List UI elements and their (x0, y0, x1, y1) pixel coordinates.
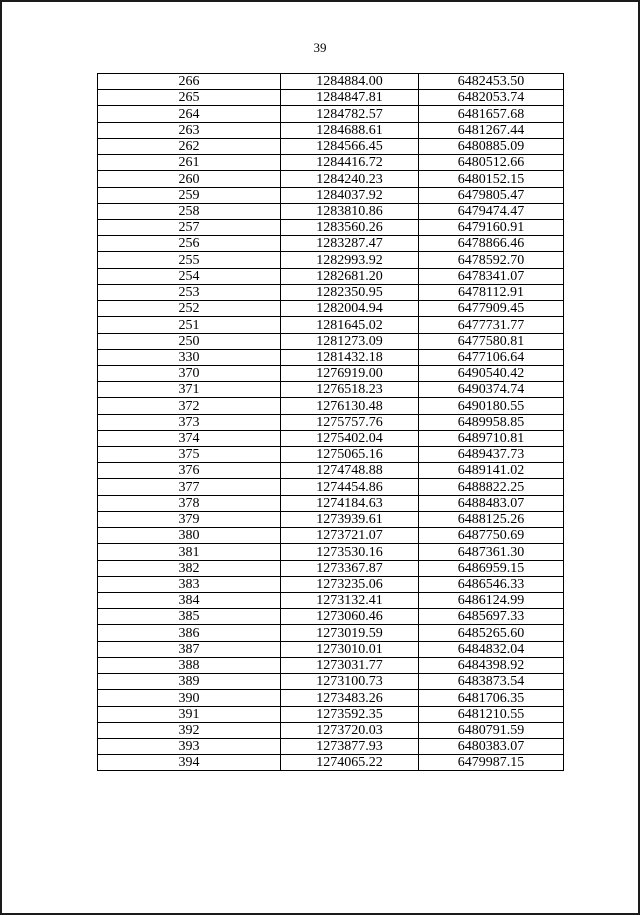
y-coordinate-cell: 6489437.73 (419, 447, 564, 463)
table-row (98, 609, 564, 625)
point-number-cell: 257 (98, 219, 281, 235)
y-coordinate-cell: 6485697.33 (419, 609, 564, 625)
y-coordinate-cell: 6481657.68 (419, 106, 564, 122)
y-coordinate-cell: 6489141.02 (419, 463, 564, 479)
table-row (98, 674, 564, 690)
table-row (98, 657, 564, 673)
point-number-cell: 383 (98, 576, 281, 592)
table-row (98, 203, 564, 219)
x-coordinate-cell: 1284688.61 (281, 122, 419, 138)
table-row (98, 155, 564, 171)
x-coordinate-cell: 1274748.88 (281, 463, 419, 479)
point-number-cell: 390 (98, 690, 281, 706)
x-coordinate-cell: 1276919.00 (281, 365, 419, 381)
x-coordinate-cell: 1273721.07 (281, 528, 419, 544)
point-number-cell: 382 (98, 560, 281, 576)
table-row (98, 593, 564, 609)
y-coordinate-cell: 6480885.09 (419, 138, 564, 154)
table-row (98, 317, 564, 333)
point-number-cell: 251 (98, 317, 281, 333)
y-coordinate-cell: 6477106.64 (419, 349, 564, 365)
table-row (98, 447, 564, 463)
point-number-cell: 387 (98, 641, 281, 657)
point-number-cell: 392 (98, 722, 281, 738)
x-coordinate-cell: 1282004.94 (281, 301, 419, 317)
point-number-cell: 388 (98, 657, 281, 673)
x-coordinate-cell: 1283560.26 (281, 219, 419, 235)
table-row (98, 690, 564, 706)
x-coordinate-cell: 1273235.06 (281, 576, 419, 592)
x-coordinate-cell: 1276518.23 (281, 382, 419, 398)
point-number-cell: 262 (98, 138, 281, 154)
table-row (98, 382, 564, 398)
x-coordinate-cell: 1284240.23 (281, 171, 419, 187)
y-coordinate-cell: 6477909.45 (419, 301, 564, 317)
y-coordinate-cell: 6489710.81 (419, 430, 564, 446)
y-coordinate-cell: 6481267.44 (419, 122, 564, 138)
table-row (98, 301, 564, 317)
table-row (98, 414, 564, 430)
table-row (98, 90, 564, 106)
y-coordinate-cell: 6480791.59 (419, 722, 564, 738)
point-number-cell: 376 (98, 463, 281, 479)
point-number-cell: 374 (98, 430, 281, 446)
point-number-cell: 253 (98, 284, 281, 300)
table-row (98, 544, 564, 560)
y-coordinate-cell: 6478592.70 (419, 252, 564, 268)
table-row (98, 755, 564, 771)
y-coordinate-cell: 6486124.99 (419, 593, 564, 609)
x-coordinate-cell: 1284566.45 (281, 138, 419, 154)
y-coordinate-cell: 6488483.07 (419, 495, 564, 511)
y-coordinate-cell: 6490374.74 (419, 382, 564, 398)
point-number-cell: 389 (98, 674, 281, 690)
x-coordinate-cell: 1275065.16 (281, 447, 419, 463)
x-coordinate-cell: 1273483.26 (281, 690, 419, 706)
y-coordinate-cell: 6482453.50 (419, 74, 564, 90)
table-row (98, 430, 564, 446)
point-number-cell: 259 (98, 187, 281, 203)
x-coordinate-cell: 1273010.01 (281, 641, 419, 657)
point-number-cell: 250 (98, 333, 281, 349)
y-coordinate-cell: 6481706.35 (419, 690, 564, 706)
table-row (98, 463, 564, 479)
y-coordinate-cell: 6488822.25 (419, 479, 564, 495)
x-coordinate-cell: 1282681.20 (281, 268, 419, 284)
x-coordinate-cell: 1273877.93 (281, 738, 419, 754)
table-row (98, 138, 564, 154)
point-number-cell: 391 (98, 706, 281, 722)
table-row (98, 252, 564, 268)
y-coordinate-cell: 6479987.15 (419, 755, 564, 771)
x-coordinate-cell: 1283810.86 (281, 203, 419, 219)
x-coordinate-cell: 1273939.61 (281, 511, 419, 527)
y-coordinate-cell: 6485265.60 (419, 625, 564, 641)
point-number-cell: 263 (98, 122, 281, 138)
x-coordinate-cell: 1281273.09 (281, 333, 419, 349)
point-number-cell: 265 (98, 90, 281, 106)
y-coordinate-cell: 6479474.47 (419, 203, 564, 219)
table-row (98, 268, 564, 284)
y-coordinate-cell: 6479160.91 (419, 219, 564, 235)
point-number-cell: 255 (98, 252, 281, 268)
x-coordinate-cell: 1284847.81 (281, 90, 419, 106)
point-number-cell: 372 (98, 398, 281, 414)
y-coordinate-cell: 6478112.91 (419, 284, 564, 300)
x-coordinate-cell: 1273060.46 (281, 609, 419, 625)
point-number-cell: 330 (98, 349, 281, 365)
x-coordinate-cell: 1273019.59 (281, 625, 419, 641)
x-coordinate-cell: 1282993.92 (281, 252, 419, 268)
table-row (98, 511, 564, 527)
table-row (98, 722, 564, 738)
x-coordinate-cell: 1275757.76 (281, 414, 419, 430)
y-coordinate-cell: 6480152.15 (419, 171, 564, 187)
point-number-cell: 377 (98, 479, 281, 495)
table-row (98, 479, 564, 495)
table-row (98, 284, 564, 300)
table-row (98, 187, 564, 203)
x-coordinate-cell: 1273132.41 (281, 593, 419, 609)
y-coordinate-cell: 6480512.66 (419, 155, 564, 171)
y-coordinate-cell: 6477731.77 (419, 317, 564, 333)
point-number-cell: 381 (98, 544, 281, 560)
y-coordinate-cell: 6482053.74 (419, 90, 564, 106)
page-number: 39 (313, 40, 327, 55)
x-coordinate-cell: 1275402.04 (281, 430, 419, 446)
table-row (98, 349, 564, 365)
table-row (98, 236, 564, 252)
y-coordinate-cell: 6484398.92 (419, 657, 564, 673)
point-number-cell: 264 (98, 106, 281, 122)
table-row (98, 625, 564, 641)
x-coordinate-cell: 1282350.95 (281, 284, 419, 300)
point-number-cell: 260 (98, 171, 281, 187)
y-coordinate-cell: 6479805.47 (419, 187, 564, 203)
point-number-cell: 385 (98, 609, 281, 625)
y-coordinate-cell: 6490540.42 (419, 365, 564, 381)
x-coordinate-cell: 1284416.72 (281, 155, 419, 171)
x-coordinate-cell: 1273720.03 (281, 722, 419, 738)
point-number-cell: 252 (98, 301, 281, 317)
point-number-cell: 256 (98, 236, 281, 252)
y-coordinate-cell: 6478866.46 (419, 236, 564, 252)
y-coordinate-cell: 6486959.15 (419, 560, 564, 576)
x-coordinate-cell: 1284884.00 (281, 74, 419, 90)
x-coordinate-cell: 1273592.35 (281, 706, 419, 722)
table-row (98, 528, 564, 544)
table-row (98, 106, 564, 122)
x-coordinate-cell: 1283287.47 (281, 236, 419, 252)
table-row (98, 333, 564, 349)
x-coordinate-cell: 1276130.48 (281, 398, 419, 414)
point-number-cell: 380 (98, 528, 281, 544)
point-number-cell: 378 (98, 495, 281, 511)
point-number-cell: 370 (98, 365, 281, 381)
table-row (98, 74, 564, 90)
y-coordinate-cell: 6484832.04 (419, 641, 564, 657)
table-row (98, 560, 564, 576)
x-coordinate-cell: 1274454.86 (281, 479, 419, 495)
x-coordinate-cell: 1273530.16 (281, 544, 419, 560)
point-number-cell: 384 (98, 593, 281, 609)
y-coordinate-cell: 6487750.69 (419, 528, 564, 544)
point-number-cell: 373 (98, 414, 281, 430)
y-coordinate-cell: 6489958.85 (419, 414, 564, 430)
table-row (98, 219, 564, 235)
x-coordinate-cell: 1284037.92 (281, 187, 419, 203)
coordinates-table-body (98, 74, 564, 771)
x-coordinate-cell: 1274184.63 (281, 495, 419, 511)
point-number-cell: 258 (98, 203, 281, 219)
point-number-cell: 254 (98, 268, 281, 284)
table-row (98, 398, 564, 414)
x-coordinate-cell: 1284782.57 (281, 106, 419, 122)
y-coordinate-cell: 6488125.26 (419, 511, 564, 527)
point-number-cell: 375 (98, 447, 281, 463)
point-number-cell: 371 (98, 382, 281, 398)
table-row (98, 495, 564, 511)
table-row (98, 122, 564, 138)
point-number-cell: 393 (98, 738, 281, 754)
y-coordinate-cell: 6480383.07 (419, 738, 564, 754)
table-row (98, 706, 564, 722)
y-coordinate-cell: 6477580.81 (419, 333, 564, 349)
point-number-cell: 394 (98, 755, 281, 771)
x-coordinate-cell: 1274065.22 (281, 755, 419, 771)
y-coordinate-cell: 6490180.55 (419, 398, 564, 414)
table-row (98, 641, 564, 657)
coordinates-table (97, 73, 564, 771)
point-number-cell: 379 (98, 511, 281, 527)
point-number-cell: 261 (98, 155, 281, 171)
y-coordinate-cell: 6487361.30 (419, 544, 564, 560)
table-row (98, 365, 564, 381)
point-number-cell: 386 (98, 625, 281, 641)
y-coordinate-cell: 6481210.55 (419, 706, 564, 722)
y-coordinate-cell: 6483873.54 (419, 674, 564, 690)
x-coordinate-cell: 1281432.18 (281, 349, 419, 365)
table-row (98, 738, 564, 754)
x-coordinate-cell: 1273100.73 (281, 674, 419, 690)
y-coordinate-cell: 6478341.07 (419, 268, 564, 284)
x-coordinate-cell: 1273367.87 (281, 560, 419, 576)
table-row (98, 576, 564, 592)
x-coordinate-cell: 1281645.02 (281, 317, 419, 333)
point-number-cell: 266 (98, 74, 281, 90)
table-row (98, 171, 564, 187)
y-coordinate-cell: 6486546.33 (419, 576, 564, 592)
x-coordinate-cell: 1273031.77 (281, 657, 419, 673)
